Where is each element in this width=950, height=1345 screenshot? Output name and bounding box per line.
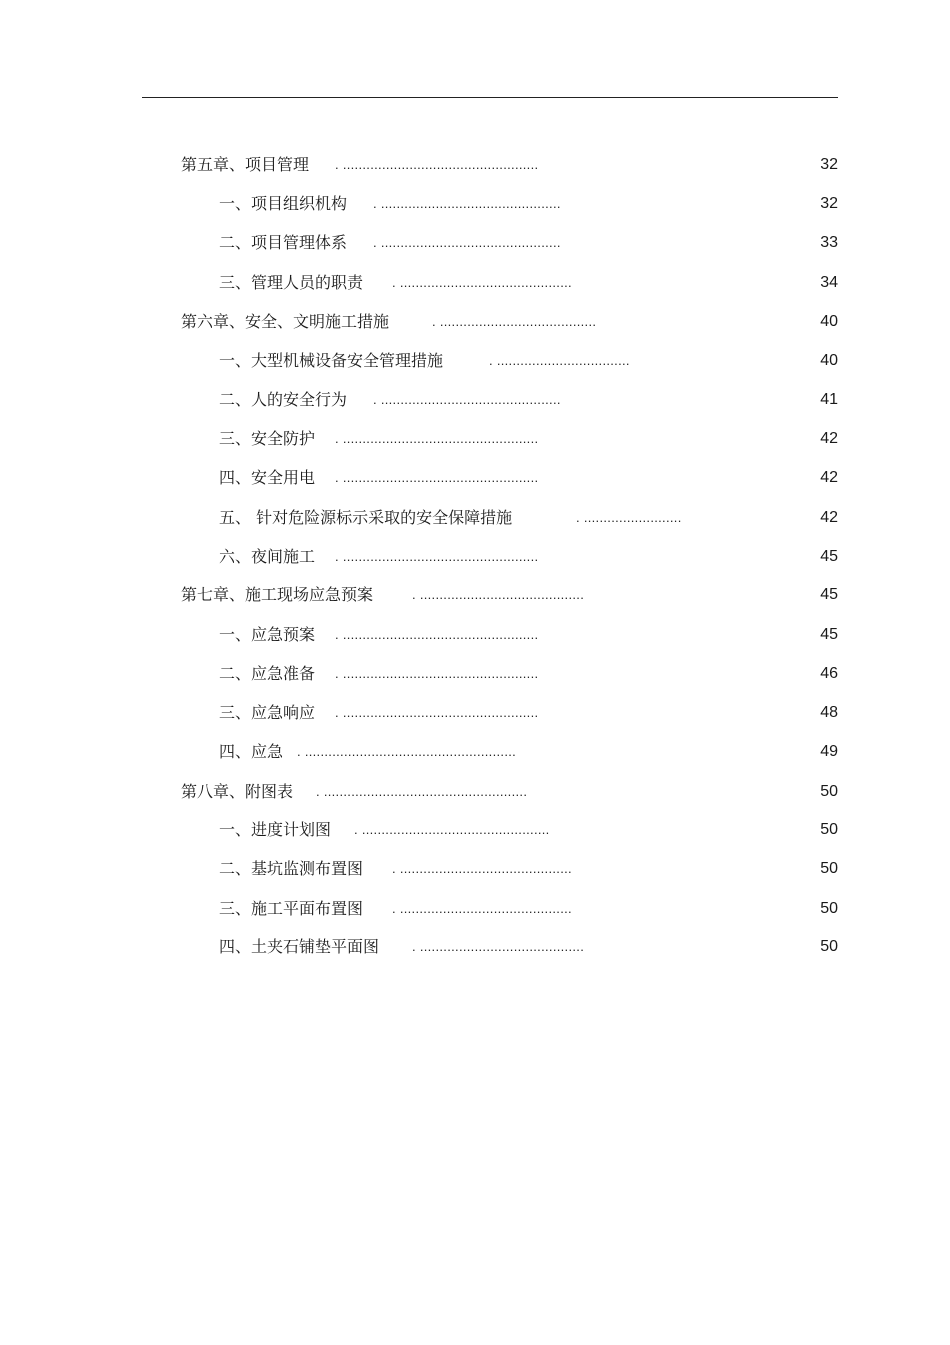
toc-entry[interactable] bbox=[219, 935, 838, 959]
toc-dot-leader: . ................................................ bbox=[354, 822, 550, 837]
toc-entry-title: 一、大型机械设备安全管理措施 bbox=[219, 351, 444, 370]
toc-entry[interactable] bbox=[219, 349, 838, 373]
toc-dot-leader: . .............................................. bbox=[373, 235, 561, 250]
toc-entry[interactable] bbox=[219, 506, 838, 530]
toc-entry-title: 一、应急预案 bbox=[219, 625, 316, 644]
toc-entry[interactable] bbox=[219, 662, 838, 686]
toc-dot-leader: . .................................................. bbox=[335, 705, 539, 720]
toc-entry[interactable] bbox=[219, 740, 838, 764]
toc-entry[interactable] bbox=[219, 192, 838, 216]
toc-entry[interactable] bbox=[219, 897, 838, 921]
toc-entry-title: 四、安全用电 bbox=[219, 468, 316, 487]
toc-entry-title: 第七章、施工现场应急预案 bbox=[181, 585, 374, 604]
toc-dot-leader: . .................................................. bbox=[335, 627, 539, 642]
toc-entry-title: 第五章、项目管理 bbox=[181, 155, 310, 174]
toc-page-number: 45 bbox=[820, 586, 838, 603]
toc-page-number: 32 bbox=[820, 195, 838, 212]
toc-entry-title: 第八章、附图表 bbox=[181, 782, 294, 801]
toc-page-number: 45 bbox=[820, 548, 838, 565]
toc-entry-title: 一、项目组织机构 bbox=[219, 194, 348, 213]
toc-entry-title: 六、夜间施工 bbox=[219, 547, 316, 566]
toc-page-number: 45 bbox=[820, 626, 838, 643]
toc-page-number: 42 bbox=[820, 509, 838, 526]
toc-entry[interactable] bbox=[219, 231, 838, 255]
toc-entry-title: 五、 针对危险源标示采取的安全保障措施 bbox=[219, 508, 513, 527]
toc-dot-leader: . ...................................................... bbox=[297, 744, 517, 759]
toc-dot-leader: . ............................................ bbox=[392, 861, 572, 876]
toc-page-number: 50 bbox=[820, 860, 838, 877]
toc-entry[interactable] bbox=[181, 583, 838, 607]
toc-page-number: 50 bbox=[820, 938, 838, 955]
toc-entry-title: 二、项目管理体系 bbox=[219, 233, 348, 252]
toc-dot-leader: . ........................................ bbox=[432, 314, 597, 329]
toc-entry-title: 一、进度计划图 bbox=[219, 820, 332, 839]
toc-entry-title: 二、基坑监测布置图 bbox=[219, 859, 364, 878]
toc-entry[interactable] bbox=[219, 466, 838, 490]
toc-entry[interactable] bbox=[219, 388, 838, 412]
toc-page-number: 46 bbox=[820, 665, 838, 682]
toc-entry-title: 第六章、安全、文明施工措施 bbox=[181, 312, 390, 331]
toc-entry[interactable] bbox=[219, 545, 838, 569]
toc-page-number: 40 bbox=[820, 352, 838, 369]
toc-page-number: 48 bbox=[820, 704, 838, 721]
toc-page-number: 33 bbox=[820, 234, 838, 251]
toc-entry-title: 四、应急 bbox=[219, 742, 284, 761]
toc-dot-leader: . ......................... bbox=[576, 510, 682, 525]
toc-page-number: 50 bbox=[820, 783, 838, 800]
toc-dot-leader: . .............................................. bbox=[373, 196, 561, 211]
toc-page-number: 49 bbox=[820, 743, 838, 760]
toc-entry[interactable] bbox=[181, 153, 838, 177]
toc-entry[interactable] bbox=[219, 427, 838, 451]
toc-entry-title: 二、应急准备 bbox=[219, 664, 316, 683]
toc-entry-title: 四、土夹石铺垫平面图 bbox=[219, 937, 380, 956]
toc-dot-leader: . .......................................... bbox=[412, 587, 585, 602]
toc-dot-leader: . .................................................... bbox=[316, 784, 528, 799]
toc-entry[interactable] bbox=[181, 310, 838, 334]
toc-page-number: 41 bbox=[820, 391, 838, 408]
toc-entry-title: 三、施工平面布置图 bbox=[219, 899, 364, 918]
toc-dot-leader: . ............................................ bbox=[392, 901, 572, 916]
toc-dot-leader: . ............................................ bbox=[392, 275, 572, 290]
toc-entry-title: 二、人的安全行为 bbox=[219, 390, 348, 409]
toc-dot-leader: . .................................. bbox=[489, 353, 630, 368]
toc-dot-leader: . .................................................. bbox=[335, 549, 539, 564]
toc-entry-title: 三、应急响应 bbox=[219, 703, 316, 722]
toc-entry[interactable] bbox=[219, 818, 838, 842]
toc-entry[interactable] bbox=[181, 780, 838, 804]
toc-entry[interactable] bbox=[219, 857, 838, 881]
toc-page-number: 50 bbox=[820, 900, 838, 917]
toc-entry-title: 三、管理人员的职责 bbox=[219, 273, 364, 292]
toc-dot-leader: . .................................................. bbox=[335, 431, 539, 446]
toc-page-number: 40 bbox=[820, 313, 838, 330]
toc-dot-leader: . .............................................. bbox=[373, 392, 561, 407]
toc-page-number: 42 bbox=[820, 469, 838, 486]
toc-entry[interactable] bbox=[219, 271, 838, 295]
toc-entry[interactable] bbox=[219, 623, 838, 647]
toc-dot-leader: . .................................................. bbox=[335, 157, 539, 172]
toc-dot-leader: . .......................................... bbox=[412, 939, 585, 954]
toc-page-number: 50 bbox=[820, 821, 838, 838]
toc-entry[interactable] bbox=[219, 701, 838, 725]
toc-page-number: 42 bbox=[820, 430, 838, 447]
toc-page-number: 32 bbox=[820, 156, 838, 173]
toc-dot-leader: . .................................................. bbox=[335, 470, 539, 485]
toc-dot-leader: . .................................................. bbox=[335, 666, 539, 681]
toc-page-number: 34 bbox=[820, 274, 838, 291]
toc-entry-title: 三、安全防护 bbox=[219, 429, 316, 448]
